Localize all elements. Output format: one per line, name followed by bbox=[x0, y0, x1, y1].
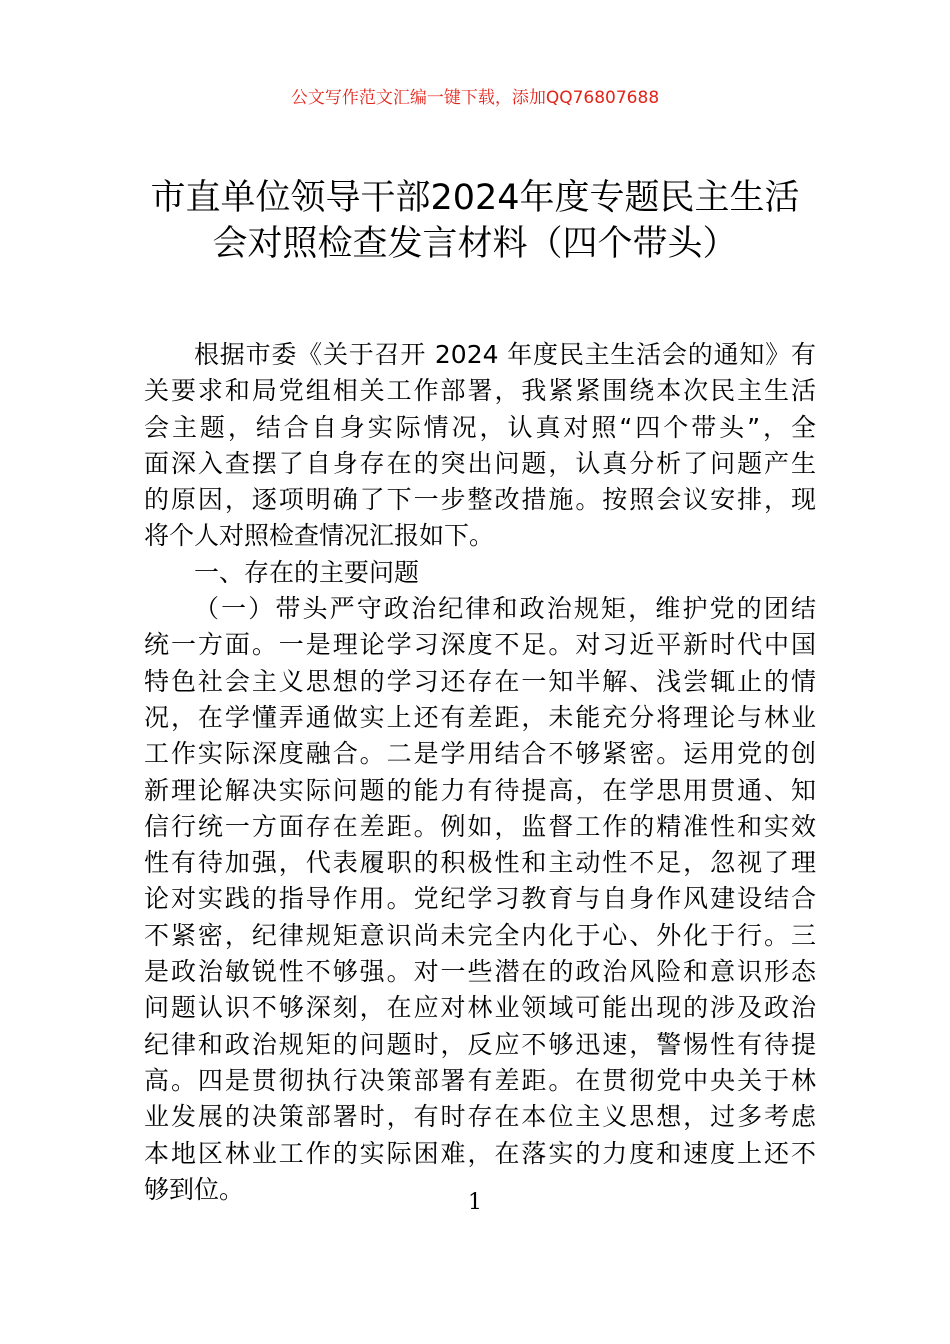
body-line: 新理论解决实际问题的能力有待提高，在学思用贯通、知 bbox=[144, 775, 816, 805]
body-line: 的原因，逐项明确了下一步整改措施。按照会议安排，现 bbox=[144, 485, 816, 515]
body-line: 本地区林业工作的实际困难，在落实的力度和速度上还不 bbox=[144, 1138, 816, 1168]
section-heading: 一、存在的主要问题 bbox=[194, 557, 420, 587]
body-line: 问题认识不够深刻，在应对林业领域可能出现的涉及政治 bbox=[144, 993, 816, 1023]
body-line: 信行统一方面存在差距。例如，监督工作的精准性和实效 bbox=[144, 811, 816, 841]
body-line: 够到位。 bbox=[144, 1174, 245, 1204]
body-line: 会主题，结合自身实际情况，认真对照“四个带头”，全 bbox=[144, 412, 816, 442]
body-line: 性有待加强，代表履职的积极性和主动性不足，忽视了理 bbox=[144, 848, 816, 878]
body-line: （一）带头严守政治纪律和政治规矩，维护党的团结 bbox=[194, 594, 816, 624]
document-title-line-2: 会对照检查发言材料（四个带头） bbox=[212, 224, 738, 264]
body-line: 统一方面。一是理论学习深度不足。对习近平新时代中国 bbox=[144, 630, 816, 660]
body-line: 将个人对照检查情况汇报如下。 bbox=[144, 521, 495, 551]
body-line: 纪律和政治规矩的问题时，反应不够迅速，警惕性有待提 bbox=[144, 1029, 816, 1059]
body-line: 是政治敏锐性不够强。对一些潜在的政治风险和意识形态 bbox=[144, 957, 816, 987]
body-line: 关要求和局党组相关工作部署，我紧紧围绕本次民主生活 bbox=[144, 376, 816, 406]
watermark-banner: 公文写作范文汇编一键下载，添加QQ76807688 bbox=[290, 88, 660, 108]
body-line: 况，在学懂弄通做实上还有差距，未能充分将理论与林业 bbox=[144, 702, 816, 732]
body-line: 不紧密，纪律规矩意识尚未完全内化于心、外化于行。三 bbox=[144, 920, 816, 950]
page-number: 1 bbox=[468, 1190, 482, 1215]
body-line: 高。四是贯彻执行决策部署有差距。在贯彻党中央关于林 bbox=[144, 1065, 816, 1095]
document-title-line-1: 市直单位领导干部2024年度专题民主生活 bbox=[150, 178, 800, 218]
body-line: 论对实践的指导作用。党纪学习教育与自身作风建设结合 bbox=[144, 884, 816, 914]
document-body bbox=[144, 337, 816, 1208]
body-line: 特色社会主义思想的学习还存在一知半解、浅尝辄止的情 bbox=[144, 666, 816, 696]
body-line: 根据市委《关于召开 2024 年度民主生活会的通知》有 bbox=[194, 340, 816, 369]
body-line: 工作实际深度融合。二是学用结合不够紧密。运用党的创 bbox=[144, 739, 816, 769]
body-line: 面深入查摆了自身存在的突出问题，认真分析了问题产生 bbox=[144, 448, 816, 478]
body-line: 业发展的决策部署时，有时存在本位主义思想，过多考虑 bbox=[144, 1102, 816, 1132]
